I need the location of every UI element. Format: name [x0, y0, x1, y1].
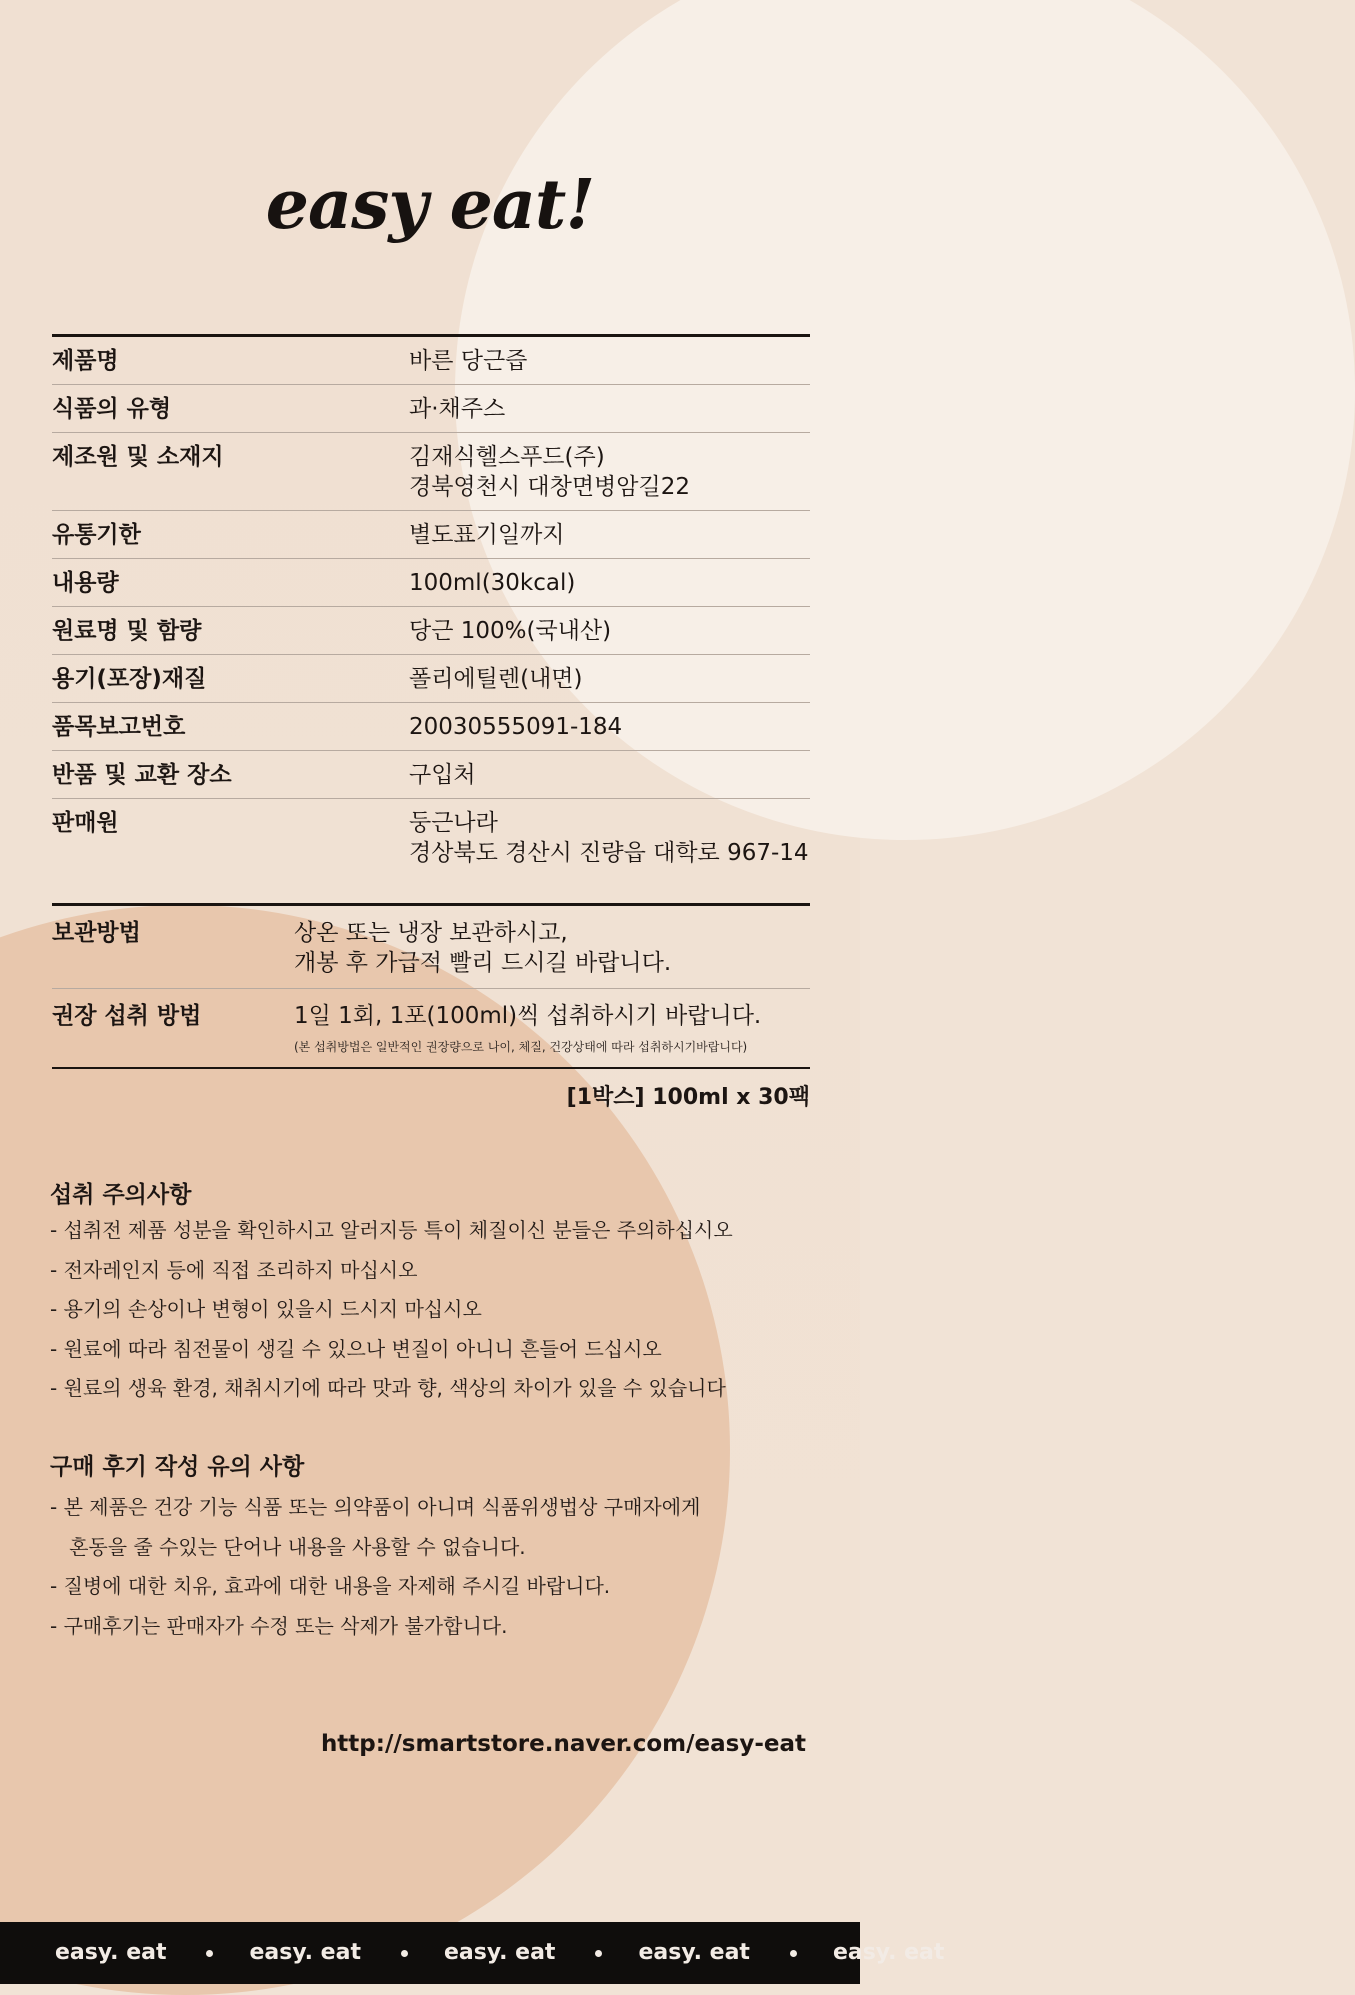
review-note-item: - 질병에 대한 치유, 효과에 대한 내용을 자제해 주시길 바랍니다.: [50, 1574, 611, 1598]
info-row: [52, 751, 810, 799]
footer-item-text: easy. eat: [638, 1940, 750, 1965]
info-value-line: 김재식헬스푸드(주): [409, 444, 605, 470]
footer-item-text: easy. eat: [55, 1940, 167, 1965]
info-row: [52, 385, 810, 433]
info-value: [409, 799, 810, 877]
review-notes-list: [50, 1488, 810, 1646]
info-label: 유통기한: [52, 511, 409, 559]
package-size: [1박스] 100ml x 30팩: [566, 1085, 810, 1110]
info-value-line: 100ml(30kcal): [409, 570, 576, 596]
footer-item: [444, 1922, 638, 1984]
info-label: 판매원: [52, 810, 119, 836]
info-value: [409, 703, 810, 751]
footer-item-text: easy. eat: [443, 1940, 556, 1965]
footer-item: [638, 1922, 832, 1984]
info-label: 반품 및 교환 장소: [52, 751, 409, 799]
info-value: [409, 385, 810, 433]
info-value-line: 경상북도 경산시 진량읍 대학로 967-14: [409, 840, 809, 866]
caution-item: - 용기의 손상이나 변형이 있을시 드시지 마십시오: [50, 1297, 482, 1321]
review-note-item: - 본 제품은 건강 기능 식품 또는 의약품이 아니며 식품위생법상 구매자에게: [50, 1495, 701, 1519]
info-value: [409, 607, 810, 655]
info-row: [52, 433, 810, 511]
storage-value-line: 개봉 후 가급적 빨리 드시길 바랍니다.: [294, 950, 672, 976]
intake-label: 권장 섭취 방법: [52, 1003, 202, 1029]
info-row: [52, 559, 810, 607]
info-label: 제조원 및 소재지: [52, 433, 409, 511]
footer-dot-icon: [206, 1950, 213, 1957]
info-row: [52, 336, 810, 385]
storage-row: [52, 906, 810, 988]
info-value-line: 20030555091-184: [409, 714, 623, 740]
info-value: [409, 559, 810, 607]
footer-dot-icon: [401, 1950, 408, 1957]
footer-dot-icon: [790, 1950, 797, 1957]
caution-item: - 원료의 생육 환경, 채취시기에 따라 맛과 향, 색상의 차이가 있을 수 있습니다: [50, 1376, 726, 1400]
info-label: 원료명 및 함량: [52, 607, 409, 655]
footer-item-text: easy. eat: [832, 1940, 945, 1965]
info-label: 내용량: [52, 559, 409, 607]
footer-dot-icon: [595, 1950, 602, 1957]
intake-note: (본 섭취방법은 일반적인 권장량으로 나이, 체질, 건강상태에 따라 섭취하시기바랍니다): [294, 1040, 748, 1054]
caution-item: - 원료에 따라 침전물이 생길 수 있으나 변질이 아니니 흔들어 드십시오: [50, 1336, 662, 1361]
footer-marquee: [0, 1922, 945, 1984]
footer-item-text: easy. eat: [249, 1940, 361, 1965]
review-note-item: 혼동을 줄 수있는 단어나 내용을 사용할 수 없습니다.: [50, 1534, 526, 1559]
info-label: 제품명: [52, 336, 409, 385]
brand-logo: easy eat!: [265, 165, 595, 245]
intake-row: [52, 988, 810, 1067]
footer-item: [55, 1922, 249, 1984]
info-value: [409, 655, 810, 703]
product-info-table: [52, 334, 810, 876]
storage-value: [294, 918, 810, 978]
info-value-line: 폴리에틸렌(내면): [409, 666, 583, 692]
info-label: 용기(포장)재질: [52, 655, 409, 703]
info-value: [409, 336, 810, 385]
info-row: [52, 703, 810, 751]
info-value-line: 구입처: [409, 762, 476, 788]
info-row: [52, 511, 810, 559]
footer-item: [833, 1922, 944, 1984]
caution-item: - 섭취전 제품 성분을 확인하시고 알러지등 특이 체질이신 분들은 주의하십시오: [50, 1218, 733, 1242]
store-url-link[interactable]: http://smartstore.naver.com/easy-eat: [320, 1731, 806, 1757]
intake-value: [294, 1001, 810, 1057]
info-value-line: 과·채주스: [409, 396, 506, 422]
cautions-title: 섭취 주의사항: [50, 1182, 192, 1208]
info-row: [52, 607, 810, 655]
info-value: [409, 433, 810, 511]
info-value-line: 바른 당근즙: [409, 348, 528, 374]
info-value-line: 둥근나라: [409, 810, 498, 836]
footer-item: [249, 1922, 443, 1984]
info-label: 식품의 유형: [52, 385, 409, 433]
intake-value-text: 1일 1회, 1포(100ml)씩 섭취하시기 바랍니다.: [294, 1003, 762, 1029]
info-value-line: 별도표기일까지: [409, 522, 565, 548]
info-row: [52, 799, 810, 877]
info-value-line: 경북영천시 대창면병암길22: [409, 474, 690, 500]
info-row: [52, 655, 810, 703]
storage-label: 보관방법: [52, 920, 141, 946]
storage-value-line: 상온 또는 냉장 보관하시고,: [294, 920, 568, 946]
info-label: 품목보고번호: [52, 703, 409, 751]
review-notes-title: 구매 후기 작성 유의 사항: [50, 1454, 305, 1480]
info-value-line: 당근 100%(국내산): [409, 618, 612, 644]
storage-intake-section: [52, 903, 810, 1069]
review-note-item: - 구매후기는 판매자가 수정 또는 삭제가 불가합니다.: [50, 1613, 508, 1638]
info-value: [409, 511, 810, 559]
caution-item: - 전자레인지 등에 직접 조리하지 마십시오: [50, 1257, 418, 1282]
info-value: [409, 751, 810, 799]
cautions-list: [50, 1211, 810, 1409]
